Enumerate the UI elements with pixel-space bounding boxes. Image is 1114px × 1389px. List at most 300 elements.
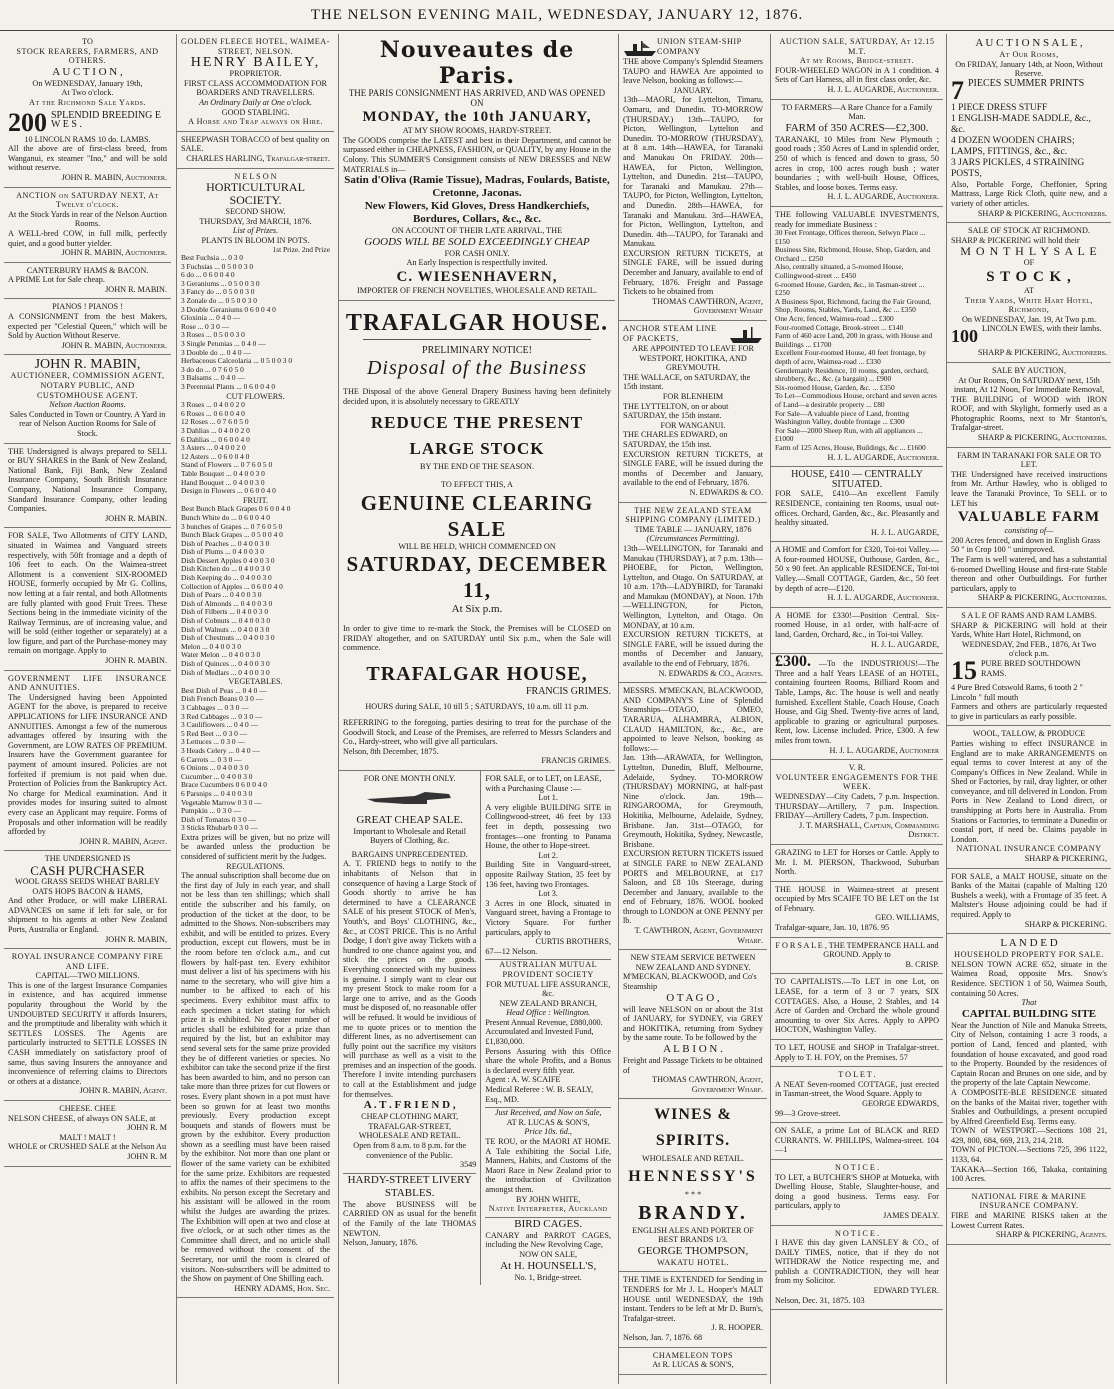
ad-line: SECOND SHOW. xyxy=(225,207,286,217)
ad-body: THE WALLACE, on SATURDAY, the 15th instant. xyxy=(623,372,751,392)
prize-row: 3 do do ... 0 7 6 0 5 0 xyxy=(181,364,244,374)
ewes-text: SPLENDID BREEDING E W E S . xyxy=(51,110,161,131)
ad-body: THE Undersigned have received instructions from Mr. Arthur Hawley, who is obliged to leave the Taranaki Province, To SELL or to LET his xyxy=(951,469,1107,508)
ad-line: ENGLISH ALES AND PORTER OF BEST BRANDS 1/3. xyxy=(632,1225,754,1245)
ad-line: Satin d'Oliva (Ramie Tissue), Madras, Foulards, Batiste, Cretonne, Jaconas. xyxy=(344,174,610,200)
landed-property-ad xyxy=(947,934,1111,1189)
ad-body: A NEAT Seven-roomed COTTAGE, just erected in Tasman-street, the Wood Square. Apply to xyxy=(775,1079,939,1099)
investment-row: Farm of 460 acre Land, 200 in grass, with House and Buildings ... £1700 xyxy=(775,331,933,349)
ad-body: A CONSIGNMENT from the best Makers, expected per "Celestial Queen," which will be Sold by Auction Without Reserve. xyxy=(8,312,167,341)
prize-row: 12 Asters ... 0 6 0 0 4 0 xyxy=(181,451,250,461)
ad-body: SHARP & PICKERING will hold their xyxy=(951,235,1080,245)
ad-body: FOR SALE, Two Allotments of CITY LAND, situated in Waimea and Vanguard streets respectively, with 50ft frontage and a depth of 106 feet to each. On the Waimea-street Allotment is a convenient SIX-ROOMED HOUSE, formerly occupied by Mr G. Collins, now letting at a fair rental, and both Allotments are fully planted with good Fruit Trees. These Sections being in the immediate vicinity of the Railway Terminus, are of increasing value, and will be sold (either together or separately) at a low figure, and part of the Purchase-money may remain on mortgage. Apply to xyxy=(8,531,167,656)
auction-items xyxy=(951,103,1107,180)
ad-line: On FRIDAY, January 14th, at Noon, Without Reserve. xyxy=(955,59,1103,79)
prize-row: 3 Red Cabbages ... 0 3 0 — xyxy=(181,711,263,721)
ad-body: Farmers and others are particularly requested to give in particulars as early possible. xyxy=(951,702,1107,721)
ad-line: WAKATU HOTEL. xyxy=(657,1257,729,1267)
prize-row: Hand Bouquet ... 0 4 0 0 3 0 xyxy=(181,477,265,487)
ad-body: THE HOUSE in Waimea-street at present occupied by Mrs SCAIFE TO BE LET on the 1st of February. xyxy=(775,884,939,913)
prize-row: Best Dish of Peas ... 0 4 0 — xyxy=(181,685,267,695)
ad-heading: SATURDAY, DECEMBER 11, xyxy=(346,552,608,603)
prize-row: 6 Carrots ... 0 3 0 — xyxy=(181,754,242,764)
prize-row: Bunch Black Grapes ... 0 5 0 0 4 0 xyxy=(181,530,283,540)
ad-body: TOWN of PICTON.—Sections 725, 396 1122, 1133, 64. xyxy=(951,1145,1107,1165)
ad-line: AT R. LUCAS & SON'S, xyxy=(506,1117,590,1127)
ad-line: Nelson, 8th December, 1875. xyxy=(343,746,439,756)
prize-row: Dish of Tomatos 0 3 0 — xyxy=(181,814,256,824)
ad-body: A HOME and Comfort for £320, Toi-toi Valley.—A four-roomed HOUSE, Outhouse, Garden, &c., 50 x 90 feet. An applicable RESIDENCE, Toi-toi Valley.—Small COTTAGE, Garden, &c., 50 feet by depth of acre—£120. xyxy=(775,545,939,593)
ad-signature: FRANCIS GRIMES. xyxy=(541,756,611,766)
horticultural-ad xyxy=(177,169,334,1299)
ad-heading: FARM of 350 ACRES—£2,300. xyxy=(785,121,929,134)
prize-row: Dish of Cobnuts ... 0 4 0 0 3 0 xyxy=(181,616,271,626)
rams-text: PURE BRED SOUTHDOWN RAMS. xyxy=(981,658,1081,678)
ad-line: 99—3 Grove-street. xyxy=(775,1108,841,1118)
ad-heading: REDUCE THE PRESENT LARGE STOCK xyxy=(370,413,584,459)
ad-line: On WEDNESDAY, Jan. 19, At Two p.m. xyxy=(962,314,1096,324)
ad-line: Native Interpreter, Auckland xyxy=(488,1204,608,1214)
ad-heading: HARDY-STREET LIVERY STABLES. xyxy=(343,1173,476,1200)
ad-heading: NEW STEAM SERVICE BETWEEN NEW ZEALAND AND SYDNEY. xyxy=(630,953,756,972)
steamship-icon xyxy=(623,37,657,57)
ad-body: A COMPOSITE-BLE RESIDENCE situated on the banks of the Maitai river, together with Stables and Outbuildings, a present occupied by Alfred Greenfield Esq. Terms easy. xyxy=(951,1087,1107,1126)
ad-body: THE LYTTELTON, on or about SATURDAY, the 15th instant. xyxy=(623,401,729,421)
ad-line: List of Prizes. xyxy=(232,226,279,236)
ad-signature: EDWARD TYLER. xyxy=(873,1286,939,1296)
ad-signature: SHARP & PICKERING, Auctioneers. xyxy=(977,208,1107,218)
ad-heading: M O N T H L Y S A L E xyxy=(960,244,1098,259)
prize-row: 3 Asters ... 0 4 0 0 2 0 xyxy=(181,443,246,453)
ad-signature: SHARP & PICKERING, Auctioneers. xyxy=(977,433,1107,443)
ad-line: An Early Inspection is respectfully invited. xyxy=(406,258,548,268)
price-heading: £300. xyxy=(775,653,811,671)
ad-signature: JOHN R. M xyxy=(127,1123,167,1133)
farm-taranaki-let-ad xyxy=(947,448,1111,608)
investment-row: 6-roomed House, Garden, &c., in Tasman-street ... £250 xyxy=(775,279,925,298)
column-5 xyxy=(770,34,943,1384)
ad-line: Their Yards, White Hart Hotel, Richmond, xyxy=(965,295,1093,315)
ad-signature: B. CRISP. xyxy=(905,959,939,969)
investment-row: Four-roomed Cottage, Brook-street ... £140 xyxy=(775,322,904,332)
ad-line: GOODS WILL BE SOLD EXCEEDINGLY CHEAP xyxy=(364,235,590,248)
section-heading: VEGETABLES. xyxy=(228,677,283,687)
prize-row: 3 Fuchsias ... 0 5 0 0 3 0 xyxy=(181,261,254,271)
rams-block xyxy=(951,659,1107,683)
ad-line: JANUARY. xyxy=(673,85,713,95)
ad-body: FOR SALE, a MALT HOUSE, situate on the Banks of the Maitai (capable of Malting 120 Bushels a week), with a Frontage of 35 feet. A Maltster's House adjoining could be had if required. Apply to xyxy=(951,871,1107,919)
prize-row: Cucumber ... 0 4 0 0 3 0 xyxy=(181,771,253,781)
auction-saturday-ad xyxy=(771,34,943,100)
prize-row: Gloxinia ... 0 4 0 — xyxy=(181,313,241,323)
ad-signature: HENRY ADAMS, Hon. Sec. xyxy=(234,1283,330,1293)
ad-line: CAPITAL—TWO MILLIONS. xyxy=(35,971,140,981)
ad-line: (Circumstances Permitting). xyxy=(646,534,740,544)
investment-row: Excellent Four-roomed House, 40 feet frontage, by depth of acre, Waimea-road ... £330 xyxy=(775,348,926,366)
ad-signature: SHARP & PICKERING, Agents. xyxy=(995,1230,1107,1240)
ad-body: The Undersigned having been Appointed AGENT for the above, is prepared to receive APPLICATIONS for LIFE INSURANCE AND ANNUITIES. Amongst a few of the numerous advantages offered by insuring with the Government, are LOW RATES OF PREMIUM. Insurers have the Government guarantee for payment of amount insured. Policies are not forfeited if premium is not paid when due. Protection of Policies from the Bankruptcy Act. No charge for Medical examination. And it provides modes for insuring suited to almost every case an Applicant may require. Forms of Proposals and other information will be readily afforded by xyxy=(8,692,167,837)
ad-body: A HOME for £330!—Position Central. Six-roomed House, in a1 order, with half-acre of land, Garden, Orchard, &c., in Toi-toi Valley. xyxy=(775,610,939,640)
trafalgar-house-ad xyxy=(339,301,615,772)
prize-row: 3 Balsams ... 0 4 0 — xyxy=(181,373,245,383)
ad-line: WEDNESDAY, 2nd FEB., 1876, At Two o'clock p.m. xyxy=(961,639,1097,659)
auction-saturday-ad xyxy=(4,188,171,263)
ad-line: GOOD STABLING. xyxy=(221,107,290,117)
ad-line: No. 1, Bridge-street. xyxy=(514,1272,582,1282)
prize-row: Herbaceous Calceolaria ... 0 5 0 0 3 0 xyxy=(181,356,293,366)
ad-line: NATIONAL INSURANCE COMPANY xyxy=(956,844,1102,854)
prize-header: 1st Prize. 2nd Prize xyxy=(272,244,330,254)
ad-line: PROPRIETOR. xyxy=(229,69,282,79)
ad-line: Accumulated and Invested Fund, £1,830,000. xyxy=(485,1027,594,1047)
ad-heading: A U C T I O N , xyxy=(52,65,123,78)
ad-body: EXCURSION RETURN TICKETS, at SINGLE FARE, will be issued during the months of December and January, available to the end of February, 1876. xyxy=(623,630,763,669)
prize-row: 6 Parsnips ... 0 4 0 0 3 0 xyxy=(181,788,253,798)
prize-row: 3 Fancy do ... 0 5 0 0 3 0 xyxy=(181,287,255,297)
investment-row: 30 Feet Frontage, Offices thereon, Selwyn Place ... £150 xyxy=(775,228,926,246)
ad-line: HOUSEHOLD PROPERTY FOR SALE. xyxy=(954,950,1104,960)
ad-line: Nelson, January, 1876. xyxy=(343,1238,418,1248)
section-heading: REGULATIONS. xyxy=(226,861,285,871)
ad-line: AUCTIONEER, COMMISSION AGENT, NOTARY PUBLIC, AND CUSTOMHOUSE AGENT. xyxy=(10,371,165,400)
ad-line: At my Rooms, Bridge-street. xyxy=(799,56,915,66)
ewes-block xyxy=(951,324,1107,348)
prize-row: 3 Perennial Plants ... 0 6 0 0 4 0 xyxy=(181,382,276,391)
ad-body: THE above Company's Splendid Steamers TAUPO and HAWEA Are appointed to leave Nelson, booking as follows:— xyxy=(623,57,763,86)
ad-body: 4 Pure Bred Cotswold Rams, 6 tooth 2 " Lincoln " full mouth xyxy=(951,682,1083,702)
ad-heading: GOVERNMENT LIFE INSURANCE AND ANNUITIES. xyxy=(8,673,167,693)
lower-split xyxy=(339,771,615,1285)
ad-line: OF xyxy=(1023,258,1035,268)
ad-line: HOURS during SALE, 10 till 5 ; SATURDAYS, 10 a.m. till 11 p.m. xyxy=(365,702,589,712)
ad-body: EXCURSION RETURN TICKETS issued at SINGLE FARE to NEW ZEALAND PORTS and MELBOURNE, at £17 Saloon, and £8 10s Steerage, during December and January, available to the end of February, 1876. WOOL booked through to LONDON at ONE PENNY per lb. xyxy=(623,849,763,926)
ad-heading: AUSTRALIAN MUTUAL PROVIDENT SOCIETY xyxy=(485,959,611,979)
ad-body: Freight and Passage Tickets to be obtained of xyxy=(623,1056,763,1075)
ad-body: Building Site in Vanguard-street, opposite Railway Station, 35 feet by 136 feet, having two Frontages. xyxy=(485,860,611,889)
ad-signature: JAMES DEALY. xyxy=(883,1210,939,1220)
auction-item: 1 ENGLISH-MADE SADDLE, &c., &c. xyxy=(951,113,1091,135)
ad-line: BY THE END OF THE SEASON. xyxy=(419,462,535,472)
ad-signature: CHARLES HARLING, Trafalgar-street. xyxy=(186,153,330,163)
temperance-ad xyxy=(771,938,943,975)
auction-item: 4 DOZEN WOODEN CHAIRS; LAMPS, FITTINGS, &c., &c. xyxy=(951,135,1075,157)
prize-row: 3 Roses ... 0 4 0 0 2 0 xyxy=(181,400,245,410)
ad-line: Nelson, Jan. 7, 1876. 68 xyxy=(623,1332,703,1342)
anchor-line-ad xyxy=(619,321,767,503)
ad-body: The annual subscription shall become due on the first day of July in each year, and shall not be less than ten shillings; which shall entitle the subscriber and his family, on production of the ticket at the door, to be admitted to the Shows. Non-subscribers may exhibit, and will be entitled to prizes. Every production, except cut flowers, must be in the room before ten o'clock a.m., and cut flowers by half-past ten. Every exhibitor must deliver a list of his specimens with his name to the secretary, who will give him a number to be affixed to each of his specimens. Every exhibitor must affix to each specimen a ticket stating for which prize it is exhibited. No greater number of articles shall be exhibited for a prize than required by the list, but an exhibitor may send several sets for the same prize provided they be of different varieties or species. No exhibitor can take the second prize if the first has been awarded to him, and no person can take more than three prizes for cut flowers or roses. Every plant shown in a pot must have been so grown for at least two months previously. Every production except bouquets and stands of flowers must be grown by the exhibitor. Every production shown as a seedling must have been raised by the exhibitor. Not more than one plant or flower of the same variety can be exhibited for the same prize. Exhibitors are requested to affix the names of their specimens to the exhibits. No person except the Secretary and his assistant will be allowed in the room whilst the Judges are awarding the prizes. The Exhibition will open at two and close at five o'clock, or at such other times as the Committee shall direct, and no article shall be removed without the consent of the Secretary, nor until the room is cleared of visitors. Non-subscribers will be admitted to the Show on payment of One Shilling each. xyxy=(181,871,330,1284)
hams-ad xyxy=(4,263,171,300)
section-heading: PLANTS IN BLOOM IN POTS. xyxy=(201,235,310,245)
ad-line: FOR BLENHEIM xyxy=(662,392,724,401)
investment-row: For Sale—A valuable piece of Land, fronting Washington Valley, double frontage ... £300 xyxy=(775,408,910,427)
column-3 xyxy=(338,34,615,1384)
column-2 xyxy=(176,34,334,1384)
investment-row: Six-roomed House, Garden, &c. ... £350 xyxy=(775,382,895,392)
ad-line: An Ordinary Daily at One o'clock. xyxy=(199,97,312,107)
ad-body: A very eligible BUILDING SITE in Collingwood-street, 46 feet by 133 feet in depth, possessing two frontages—one fronting to Panama House, the other to Hope-street. xyxy=(485,802,611,851)
tyler-notice-ad xyxy=(771,1226,943,1311)
ad-body: NELSON CHEESE, of always ON SALE, at xyxy=(8,1113,156,1123)
union-steamship-ad xyxy=(619,34,767,321)
investments-ad xyxy=(771,207,943,467)
ad-heading: HENRY BAILEY, xyxy=(190,55,321,71)
ad-line: Lot 2. xyxy=(538,850,558,860)
hotel-lease-ad xyxy=(771,654,943,760)
ad-line: NOW ON SALE, xyxy=(519,1249,578,1259)
ad-line: FOR WANGANUI. xyxy=(660,420,726,430)
ad-line: TO xyxy=(82,37,93,46)
investment-row: For Sale—2000 Sheep Run, with all appliances ... £1000 xyxy=(775,425,923,444)
wines-spirits-ad xyxy=(619,1099,767,1272)
ad-signature: SHARP & PICKERING. xyxy=(1024,919,1107,929)
ad-heading: A U C T I O N S A L E , xyxy=(975,37,1083,49)
ad-line: Nelson, Dec. 31, 1875. 103 xyxy=(775,1295,865,1305)
rams-count: 15 xyxy=(951,658,977,683)
city-land-ad xyxy=(4,528,171,670)
ad-signature: GEO. WILLIAMS, xyxy=(875,913,939,923)
ad-heading: N O T I C E . xyxy=(834,1162,880,1172)
ad-heading: GREAT CHEAP SALE. xyxy=(356,813,463,826)
ad-text: —To the INDUSTRIOUS!—The Three and a half Years LEASE of an HOTEL, containing fourteen Rooms, Billiard Room and Table, Lamps, &c. The house is well and neatly furnished. Excellent Stable, Coach House, Coach House, and Gig Shed. Twenty-five acres of land, applicable to grazing or agricultural purposes. Rent, low. License included. Price, £300. A few miles from town. xyxy=(775,659,939,745)
ad-line: IMPORTER OF FRENCH NOVELTIES, WHOLESALE AND RETAIL. xyxy=(357,285,597,295)
prize-row: 3 Lettuces ... 0 3 0 — xyxy=(181,737,245,747)
prize-row: 3 Cauliflowers ... 0 4 0 — xyxy=(181,720,258,730)
ewes-block xyxy=(8,111,167,135)
prize-row: 6 Dahlias ... 0 6 0 0 4 0 xyxy=(181,434,250,444)
ad-body: Jan. 13th—ARAWATA, for Wellington, Lyttelton, Dunedin, Bluff, Melbourne, Adelaide, Sydney. TO-MORROW (THURSDAY) MORNING, at half-past Nine o'clock. Jan. 19th—RINGAROOMA, for Greymouth, Hokitika, Melbourne, Adelaide, Sydney, Brisbane. Jan. 31st—OTAGO, for Greymouth, Hokitika, Sydney, Newcastle, Brisbane. xyxy=(623,753,763,849)
ad-heading: HORTICULTURAL SOCIETY. xyxy=(206,180,305,208)
ad-line: Head Office : Wellington. xyxy=(506,1008,591,1018)
prize-row: 3 Geraniums ... 0 5 0 0 3 0 xyxy=(181,278,260,288)
investments-list xyxy=(775,229,939,452)
prize-row: Dish of Plums ... 0 4 0 0 3 0 xyxy=(181,547,264,557)
ad-body: The GOODS comprise the LATEST and best in their Department, and cannot be surpassed either in CHEAPNESS, FASHION, or QUALITY, by any House in the Colony. This SUMMER'S Consignment consists of NEW DRESSES and NEW MATERIALS in— xyxy=(343,135,611,174)
ad-body: WHOLE or CRUSHED SALE at the Nelson Au xyxy=(8,1142,167,1152)
ad-line: At the Richmond Sale Yards. xyxy=(29,97,146,107)
prize-row: 3 Heads Celery ... 0 4 0 — xyxy=(181,745,260,755)
ad-heading: BRANDY. xyxy=(638,1201,748,1224)
cash-purchaser-ad xyxy=(4,851,171,949)
ad-signature: JOHN R. MABIN, Agent. xyxy=(79,1086,167,1096)
masthead: THE NELSON EVENING MAIL, WEDNESDAY, JANUARY 12, 1876. xyxy=(0,0,1114,31)
nz-shipping-ad xyxy=(619,503,767,684)
ad-line: Just Received, and Now on Sale, xyxy=(485,1107,611,1118)
ad-signature: JOHN R. MABIN, Auctioneer. xyxy=(61,248,167,258)
prize-row: Melon ... 0 4 0 0 3 0 xyxy=(181,641,241,651)
ad-body: FOUR-WHEELED WAGON in A 1 condition. 4 Sets of Cart Harness, all in first class order, &c. xyxy=(775,65,939,85)
ad-heading: FARM IN TARANAKI FOR SALE OR TO LET. xyxy=(957,450,1101,470)
ad-body: CANARY and PARROT CAGES, including the New Revolving Cage, xyxy=(485,1230,611,1250)
ad-heading: TO FARMERS—A Rare Chance for a Family Man. xyxy=(781,102,933,122)
ad-heading: SALE BY AUCTION, xyxy=(991,365,1067,375)
prize-row: Dish of Peaches ... 0 4 0 0 3 0 xyxy=(181,538,270,548)
prints-block xyxy=(951,79,1107,103)
ad-body: 13th—WELLINGTON, for Taranaki and Manukau (THURSDAY), at 7 p.m. 13th—PHOEBE, for Picton, Wellington, Lyttelton, and Otago. On SATURDAY, at 10 a.m. 17th—LADYBIRD, for Taranaki and Manukau (MONDAY), at Noon. 17th—WELLINGTON, for Picton, Wellington, Lyttelton, and Otago. On MONDAY, at 10 a.m. xyxy=(623,543,763,630)
ad-line: CHEAP CLOTHING MART, TRAFALGAR-STREET, WHOLESALE AND RETAIL. xyxy=(358,1112,461,1141)
ad-heading: A L B I O N . xyxy=(663,1043,723,1055)
ad-body: Also, Portable Forge, Cheffonier, Spring Mattrass, Large Rick Cloth, quite new, and a variety of other articles. xyxy=(951,179,1107,208)
ad-body: Parties wishing to effect INSURANCE in England are to make ARRANGEMENTS on equal terms to cover Interest at any of the Company's Offices in New Zealand. While in Shed or Factories, by rail, dray lighter, or other conveyance, and till delivered in London. From Ports in New Zealand to Lond direct, or transhipping at Ports here in Australia. From Stations or Factories, to terminate a Dunedin or coastal port, if need be. Claims payable in London. xyxy=(951,738,1107,844)
ad-body: TOWN of WESTPORT.—Sections 108 21, 429, 800, 684, 669, 213, 214, 218. xyxy=(951,1126,1107,1145)
ad-heading: N O T I C E . xyxy=(834,1228,880,1238)
ad-line: WILL BE HELD, WHICH COMMENCED ON xyxy=(398,541,556,551)
ad-line: WHOLESALE AND RETAIL. xyxy=(642,1154,744,1164)
ad-line: * * * xyxy=(684,1189,702,1199)
prize-row: 3 bunches of Grapes ... 0 7 6 0 5 0 xyxy=(181,521,283,531)
ad-body: will leave NELSON on or about the 31st of JANUARY, for SYDNEY, via GREY and HOKITIKA, returning from Sydney by the same route. To be followed by the xyxy=(623,1004,763,1043)
national-insurance-ad xyxy=(947,1189,1111,1245)
ad-body: SHARP & PICKERING will hold at their Yards, White Hart Hotel, Richmond, on xyxy=(951,620,1107,640)
prize-row: Stand of Flowers ... 0 7 6 0 5 0 xyxy=(181,460,273,470)
volunteer-ad xyxy=(771,760,943,845)
ad-body: TO CAPITALISTS.—To LET in one Lot, on LEASE, for a term of 3 or 7 years, SIX COTTAGES. Also, a House, 2 Stables, and 14 Acre of Garden and Orchard the whole ground amounting to over Six Acres. Apply to APPO HOCTON, Washington Valley. xyxy=(775,977,939,1035)
prize-row: Best Bunch Black Grapes 0 6 0 0 4 0 xyxy=(181,504,291,514)
stock-richmond-ad xyxy=(947,223,1111,363)
investment-row: A Business Spot, Richmond, facing the Fair Ground, Shop, Rooms, Stables, Yards, Land, &c ... £350 xyxy=(775,296,932,315)
prize-row: Rose ... 0 3 0 — xyxy=(181,321,230,331)
ad-body: REFERRING to the foregoing, parties desiring to treat for the purchase of the Goodwill Stock, and Lease of the Premises, are referred to Messrs Sclanders and Co., Hardy-street, who will give all particulars. xyxy=(343,718,611,747)
ad-heading: THE NEW ZEALAND STEAM SHIPPING COMPANY (LIMITED.) xyxy=(625,505,761,525)
auction-friday-ad xyxy=(947,34,1111,223)
ad-body: TO LET, a BUTCHER'S SHOP at Motueka, with Dwelling House, Stable, Slaughter-house, and doing a good business. Terms easy. For particulars, apply to xyxy=(775,1172,939,1211)
prize-row: 6 Roses ... 0 6 0 0 4 0 xyxy=(181,408,245,418)
ad-signature: N. EDWARDS & CO. xyxy=(689,487,763,497)
government-insurance-ad xyxy=(4,671,171,852)
ad-line: New Flowers, Kid Gloves, Dress Handkerchiefs, Bordures, Collars, &c., &c. xyxy=(364,200,590,226)
ad-body xyxy=(775,653,939,745)
ad-body: And other Produce, or will make LIBERAL ADVANCES on same if left for sale, or for shipment to his agents at other New Zealand Ports, Australia or England. xyxy=(8,896,167,934)
prize-row: 12 Roses ... 0 7 6 0 5 0 xyxy=(181,417,249,427)
ad-heading: S T O C K , xyxy=(986,268,1072,285)
prize-row: Pumpkin ... 0 3 0 — xyxy=(181,806,241,816)
mabin-card-ad xyxy=(4,355,171,443)
ad-signature: SHARP & PICKERING, Auctioneers. xyxy=(977,348,1107,358)
ad-heading: SALE OF STOCK AT RICHMOND. xyxy=(968,226,1090,236)
ad-heading: AUCTION SALE, SATURDAY, At 12.15 M.T. xyxy=(779,37,935,56)
ad-signature: JOHN R. M xyxy=(127,1151,167,1161)
ad-line: consisting of— xyxy=(1004,526,1054,536)
ad-body: This is one of the largest Insurance Companies in existence, and has acquired immense popularity throughout the World by the UNDOUBTED SECURITY it affords Insurers, and the promptitude and liberality with which it SETTLES LOSSES. The Agents are particularly instructed to SETTLE LOSSES IN CASH immediately on satisfactory proof of same, thus saving Insurers the annoyance and inconvenience of referring claims to Directors or others at a distance. xyxy=(8,980,167,1086)
ad-heading: STOCK REARERS, FARMERS, AND OTHERS. xyxy=(16,46,159,66)
prize-row: 3 Zonale do ... 0 5 0 0 3 0 xyxy=(181,296,257,306)
prize-row: Dish of Filberts ... 0 4 0 0 3 0 xyxy=(181,607,269,617)
ad-line: ON ACCOUNT OF THEIR LATE ARRIVAL, THE xyxy=(391,226,563,236)
ad-body: I HAVE this day given LANSLEY & CO., of DAILY TIMES, notice, that if they do not WITHDRAW the Notice respecting me, and publish a CONTRADICTION, they will hear from my Solicitor. xyxy=(775,1238,939,1286)
ad-body: F O R S A L E , THE TEMPERANCE HALL and GROUND. Apply to xyxy=(775,940,939,960)
nouveautes-ad xyxy=(339,34,615,301)
pianos-ad xyxy=(4,299,171,355)
house-to-let-ad xyxy=(771,882,943,938)
ad-signature: H. J. L. AUGARDE, Auctioneer xyxy=(829,745,939,755)
prize-row: 3 Dahlias ... 0 4 0 0 2 0 xyxy=(181,425,250,435)
ad-signature: J. T. MARSHALL, Captain, Commanding District. xyxy=(799,820,939,840)
ad-line: A Horse and Trap always on Hire. xyxy=(188,117,323,127)
ad-line: Open from 8 a.m. to 8 p.m. for the convenience of the Public. xyxy=(353,1141,467,1160)
ad-heading: ANCTION on SATURDAY NEXT, At Twelve o'clock. xyxy=(16,190,159,210)
ad-heading: JOHN R. MABIN, xyxy=(34,357,141,373)
ad-line: ARE APPOINTED TO LEAVE FOR WESTPORT, HOKITIKA, AND GREYMOUTH. xyxy=(632,344,754,373)
ad-body: The above BUSINESS will be CARRIED ON as usual for the benefit of the Family of the late THOMAS NEWTON. xyxy=(343,1199,477,1238)
ad-body: THE BUILDING of WOOD with IRON ROOF, and with Skylight, formerly used as a Photographic Rooms, next to Mr Stanton's, Trafalgar-street. xyxy=(951,394,1107,433)
ad-line: THE UNDERSIGNED IS xyxy=(44,854,131,864)
cottage-ad xyxy=(771,1067,943,1123)
ad-heading: Nouveautes de Paris. xyxy=(379,37,575,89)
ad-body: EXCURSION RETURN TICKETS, at SINGLE FARE, will be issued during December and January, available to end of February, 1876. Freight and Passage Tickets to be obtained from xyxy=(623,248,763,297)
wool-tallow-ad xyxy=(947,726,1111,868)
prize-row: Best Fuchsia ... 0 3 0 xyxy=(181,253,243,263)
ad-signature: H. J. L. AUGARDE, Auctioneer. xyxy=(827,192,939,202)
divider xyxy=(363,339,591,340)
ad-signature: JOHN R. MABIN. xyxy=(105,284,167,294)
section-heading: CUT FLOWERS. xyxy=(226,391,285,401)
ad-body: THE CHARLES EDWARD, on SATURDAY, the 15th inst. xyxy=(623,430,728,449)
steamship-icon xyxy=(729,324,763,344)
ad-heading: VALUABLE FARM xyxy=(957,509,1101,526)
currants-ad xyxy=(771,1123,943,1160)
ad-body: 13th—MAORI, for Lyttelton, Timaru, Oamaru, and Dunedin. TO-MORROW (THURSDAY.) 13th—TAUPO, for Picton, Wellington, Lyttelton and Dunedin. TO-MORROW (THURSDAY), at 8 a.m. 14th—HAWEA, for Taranaki and Manukau On FRIDAY. 20th—HAWEA, for Picton, Wellington, Lyttelton, and Dunedin. 21st—TAUPO, for Taranaki and Manukau. 27th—TAUPO, for Picton, Wellington, Lyttelton, and Dunedin. 28th—HAWEA, for Taranaki and Manukau. 3rd—HAWEA, for Picton, Wellington, Lyttelton, and Dunedin. 4th—TAUPO, for Taranaki and Manukau. xyxy=(623,95,763,249)
ad-signature: H. J. L. AUGARDE, Auctioneer. xyxy=(827,84,939,94)
ad-body: M'MECKAN, BLACKWOOD, and Co's Steamship xyxy=(623,972,757,992)
ad-heading: MALT ! MALT ! xyxy=(59,1132,116,1142)
ad-line: Agent : A. W. SCAIFE xyxy=(485,1075,561,1085)
ad-body: A. T. FRIEND begs to notify to the inhabitants of Nelson that in consequence of having a Large Stock of Goods shortly to arrive he has determined to have a CLEARANCE SALE of his present STOCK of Men's, Youth's, and Boys' CLOTHING, &c., &c., at COST PRICE. This is no Artful Dodge, I don't give away Tickets with a hundred to one chance against you, and stick the prices on the goods. Everything connected with my business is genuine. I simply want to clear out my present Stock to make room for a large one to arrive, and as the Goods must be disposed of, no reasonable offer will be refused. It would be invidious of me to quote prices or to mention the different lines, as no advertisement can fully point out the sacrifice my visitors will purchase as well as a visit to the premises and an inspection of the goods. Therefore I invite intending purchasers to call at the Establishment and judge for themselves. xyxy=(343,859,477,1099)
ad-signature: FRANCIS GRIMES. xyxy=(525,685,611,697)
butcher-notice-ad xyxy=(771,1160,943,1226)
auction-item: 1 PIECE DRESS STUFF xyxy=(951,102,1048,113)
ad-signature: JOHN R. MABIN, xyxy=(105,934,167,944)
ad-signature: THOMAS CAWTHRON, Agent, Government Wharf xyxy=(652,296,763,316)
ad-heading: GENUINE CLEARING SALE xyxy=(360,490,594,541)
prize-row: Dish of Almonds ... 0 4 0 0 3 0 xyxy=(181,598,273,608)
ad-line: NEW ZEALAND BRANCH, xyxy=(499,998,597,1008)
ad-line: Nelson Auction Rooms. xyxy=(49,400,126,410)
ad-line: On WEDNESDAY, January 19th, xyxy=(32,78,143,88)
ad-heading: CANTERBURY HAMS & BACON. xyxy=(26,265,149,275)
cheese-ad xyxy=(4,1101,171,1167)
golden-fleece-ad xyxy=(177,34,334,132)
ad-line: V. R. xyxy=(848,763,866,773)
prize-row: 6 do ... 0 6 0 0 4 0 xyxy=(181,270,235,280)
ad-heading: TRAFALGAR HOUSE. xyxy=(345,309,609,336)
ad-body: TO LET, HOUSE and SHOP in Trafalgar-street. Apply to T. H. FOY, on the Premises. 57 xyxy=(775,1043,939,1062)
ad-body: GRAZING to LET for Horses or Cattle. Apply to Mr. I. M. PIERSON, Thackwood, Suburban North. xyxy=(775,847,939,877)
ad-signature: N. EDWARDS & CO., Agents. xyxy=(658,668,763,678)
ad-line: PRELIMINARY NOTICE! xyxy=(422,344,532,356)
prize-row: Design in Flowers ... 0 6 0 0 4 0 xyxy=(181,486,276,496)
ad-body: EXCURSION RETURN TICKETS, at SINGLE FARE, will be issued during the months of December and January, available to the end of February, 1876. xyxy=(623,449,763,488)
ad-signature: H. J. L. AUGARDE, xyxy=(870,527,939,537)
prize-row: 3 Roses ... 0 5 0 0 3 0 xyxy=(181,330,245,340)
ad-line: Lot 3. xyxy=(538,889,558,899)
ad-signature: H. J. L. AUGARDE, Auctioneer. xyxy=(827,452,939,462)
ad-line: Price 10s. 6d., xyxy=(524,1127,572,1137)
ad-heading: C. WIESENHAVERN, xyxy=(396,268,558,285)
plant-prize-table xyxy=(181,254,330,392)
ad-heading: HENNESSY'S xyxy=(628,1167,758,1185)
ad-heading: UNION STEAM-SHIP COMPANY xyxy=(657,37,742,56)
ad-heading: CASH PURCHASER xyxy=(30,862,145,878)
home-320-ad xyxy=(771,542,943,608)
prize-row: Dish of Medlars ... 0 4 0 0 3 0 xyxy=(181,667,270,677)
fruit-table xyxy=(181,505,330,677)
prints-count: 7 xyxy=(951,78,964,103)
house-410-ad xyxy=(771,467,943,542)
ad-line: At Our Rooms, xyxy=(999,50,1059,59)
prize-row: Dish Dessert Apples 0 4 0 0 3 0 xyxy=(181,555,275,565)
ad-line: THURSDAY, 3rd MARCH, 1876. xyxy=(199,216,312,226)
ad-heading: NATIONAL FIRE & MARINE INSURANCE COMPANY. xyxy=(971,1191,1087,1211)
ewes-count: 100 xyxy=(951,326,978,347)
